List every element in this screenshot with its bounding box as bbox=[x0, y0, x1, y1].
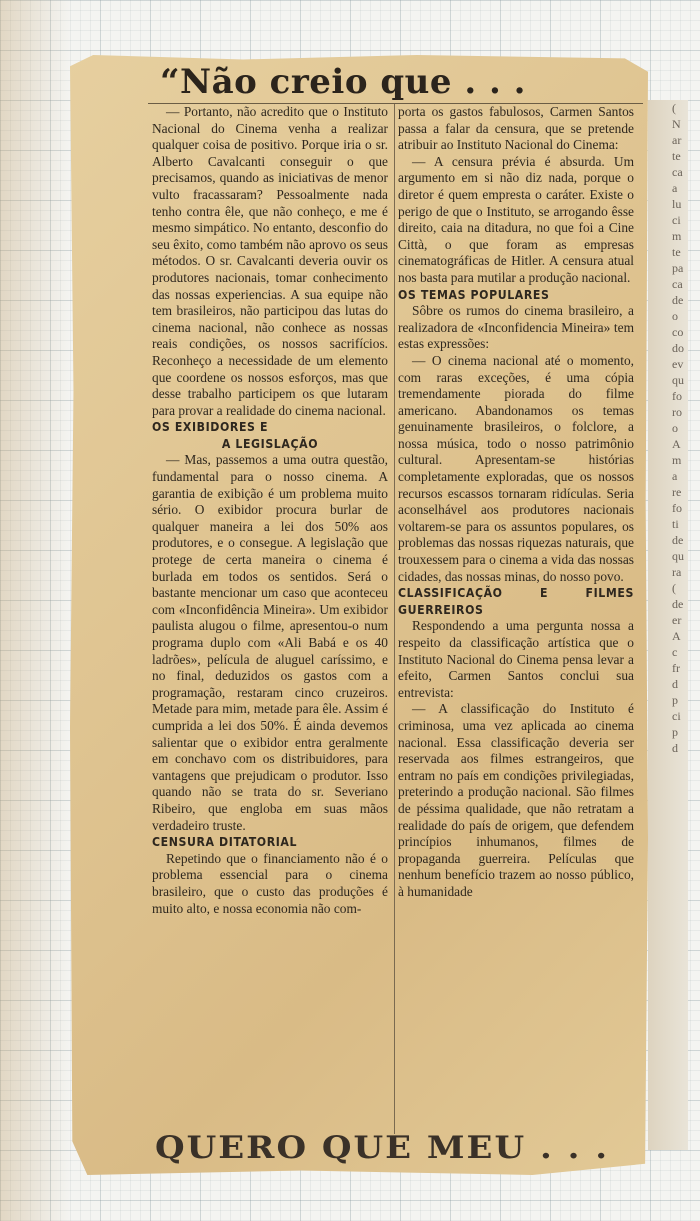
section-heading: CLASSIFICAÇÃO E FILMES GUERREIROS bbox=[398, 586, 634, 617]
side-fragment-text: ( bbox=[672, 581, 676, 595]
side-fragment-text: ci bbox=[672, 709, 681, 723]
side-fragment-text: ( bbox=[672, 101, 676, 115]
side-fragment-text: te bbox=[672, 245, 681, 259]
article-paragraph: Sôbre os rumos do cinema brasileiro, a realizadora de «Inconfidencia Mineira» tem estas expressões: bbox=[398, 303, 634, 352]
continuation-headline: QUERO QUE MEU . . . bbox=[155, 1129, 610, 1167]
article-headline: “Não creio que . . . bbox=[160, 62, 527, 102]
side-fragment-text: ca bbox=[672, 277, 683, 291]
side-fragment-text: lu bbox=[672, 197, 682, 211]
article-paragraph: — Mas, passemos a uma outra questão, fundamental para o nosso cinema. A garantia de exibição é um problema muito sério. O exibidor procura burlar de qualquer maneira a lei dos 50% aos produtores, e o consegue. A legislação que protege de certa maneira o cinema é burlada em todos os sentidos. Será o bastante mencionar um caso que aconteceu com «Inconfidência Mineira». Um exibidor paulista alugou o filme, apresentou-o num programa duplo com «Ali Babá e os 40 ladrões», película de aluguel caríssimo, e no final, deduzidos os gastos com a programação, restaram cinco cruzeiros. Metade para mim, metade para êle. Assim é cumprida a lei dos 50%. É ainda devemos salientar que o exibidor entra geralmente em conchavo com os distribuidores, para vantagens que prejudicam o produtor. Isso quando não se trata do sr. Severiano Ribeiro, que engloba em suas mãos verdadeiro truste. bbox=[152, 452, 388, 833]
side-fragment-text: p bbox=[672, 725, 678, 739]
side-fragment-text: m bbox=[672, 453, 682, 467]
article-paragraph: porta os gastos fabulosos, Carmen Santos passa a falar da censura, que se pretende atribuir ao Instituto Nacional do Cinema: bbox=[398, 104, 634, 153]
side-fragment-text: a bbox=[672, 181, 678, 195]
side-fragment-text: de bbox=[672, 597, 684, 611]
side-fragment-text: fo bbox=[672, 501, 682, 515]
side-fragment-text: pa bbox=[672, 261, 684, 275]
article-paragraph: — O cinema nacional até o momento, com raras exceções, é uma cópia tremendamente piorada do filme americano. Abandonamos os temas genuinamente brasileiros, o folclore, a nossa música, todo o nosso patrimônio cultural. Apresentam-se histórias completamente exploradas, que os nossos recursos escassos tornaram ridículas. Seria aconselhável aos produtores nacionais voltarem-se para os assuntos populares, os problemas das nossas riquezas naturais, que trouxessem para o cinema a vida das nossas cidades, das nossas minas, do nosso povo. bbox=[398, 352, 634, 584]
section-heading: OS TEMAS POPULARES bbox=[398, 287, 550, 302]
side-fragment-text: d bbox=[672, 677, 678, 691]
side-fragment-text: ti bbox=[672, 517, 679, 531]
side-fragment-text: ra bbox=[672, 565, 682, 579]
side-fragment-text: ci bbox=[672, 213, 681, 227]
side-fragment-text: p bbox=[672, 693, 678, 707]
side-fragment-text: ro bbox=[672, 405, 682, 419]
side-fragment-text: co bbox=[672, 325, 684, 339]
side-fragment-text: a bbox=[672, 469, 678, 483]
side-fragment-text: fo bbox=[672, 389, 682, 403]
side-fragment-text: ar bbox=[672, 133, 682, 147]
side-fragment-text: te bbox=[672, 149, 681, 163]
side-fragment-text: o bbox=[672, 309, 678, 323]
section-heading: A LEGISLAÇÃO bbox=[221, 436, 319, 451]
side-fragment-text: ev bbox=[672, 357, 684, 371]
side-fragment-text: do bbox=[672, 341, 684, 355]
section-heading: OS EXIBIDORES E bbox=[152, 420, 269, 435]
side-fragment-text: m bbox=[672, 229, 682, 243]
side-fragment-text: N bbox=[672, 117, 681, 131]
article-paragraph: Respondendo a uma pergunta nossa a respeito da classificação artística que o Instituto Nacional do Cinema pensa levar a efeito, Carmen Santos conclui sua entrevista: bbox=[398, 618, 634, 700]
side-fragment-text: fr bbox=[672, 661, 680, 675]
side-fragment-text: de bbox=[672, 533, 684, 547]
article-paragraph: — Portanto, não acredito que o Instituto Nacional do Cinema venha a realizar qualquer coisa de positivo. Porque iria o sr. Alberto Cavalcanti conseguir o que precisamos, quando as iniciativas de menor vulto fracassaram? Pessoalmente nada tenho contra êle, que não conheço, e me é mesmo simpático. No entanto, desconfio do seu êxito, como também não aprovo os seus métodos. O sr. Cavalcanti deveria ouvir os produtores nacionais, tomar conhecimento das nossas experiencias. A sua equipe não tem brasileiros, não participou das lutas do cinema nacional, não conhece as nossas reais condições, os nossos sacrifícios. Reconheço a necessidade de um elemento que coordene os nossos esforços, mas que desse trabalho participem os que lutaram para provar a realidade do cinema nacional. bbox=[152, 104, 388, 418]
article-column-right bbox=[398, 104, 634, 901]
side-fragment-text: er bbox=[672, 613, 682, 627]
side-fragment-text: A bbox=[672, 437, 681, 451]
side-fragment-text: d bbox=[672, 741, 678, 755]
article-paragraph: — A censura prévia é absurda. Um argumento em si não diz nada, porque o diretor é quem empresta o caráter. Existe o perigo de que o Instituto, se arrogando êsse direito, caia na ditadura, no que foi a Cine Città, o que foram as empresas cinematográficas de Hitler. A censura atual nos basta para mutilar a produção nacional. bbox=[398, 153, 634, 285]
adjacent-clipping-fragment bbox=[648, 100, 688, 1150]
column-divider bbox=[394, 104, 395, 1134]
side-fragment-text: de bbox=[672, 293, 684, 307]
side-fragment-text: c bbox=[672, 645, 678, 659]
article-column-left bbox=[152, 104, 388, 917]
article-paragraph: — A classificação do Instituto é criminosa, uma vez aplicada ao cinema nacional. Essa classificação deveria ser reservada aos filmes estrangeiros, que entram no país em condições privilegiadas, preterindo a produção nacional. São filmes de péssima qualidade, que não retratam a realidade do país de origem, que defendem princípios inhumanos, filmes de propaganda guerreira. Películas que nenhum benefício trazem ao nosso público, à humanidade bbox=[398, 701, 634, 899]
section-heading: CENSURA DITATORIAL bbox=[152, 835, 298, 850]
paper-stain bbox=[0, 0, 70, 1221]
side-fragment-text: re bbox=[672, 485, 682, 499]
side-fragment-text: A bbox=[672, 629, 681, 643]
side-fragment-text: qu bbox=[672, 549, 684, 563]
side-fragment-text: o bbox=[672, 421, 678, 435]
side-fragment-text: qu bbox=[672, 373, 684, 387]
article-paragraph: Repetindo que o financiamento não é o problema essencial para o cinema brasileiro, que o custo das produções é muito alto, e nossa economia não com- bbox=[152, 850, 388, 916]
side-fragment-text: ca bbox=[672, 165, 683, 179]
